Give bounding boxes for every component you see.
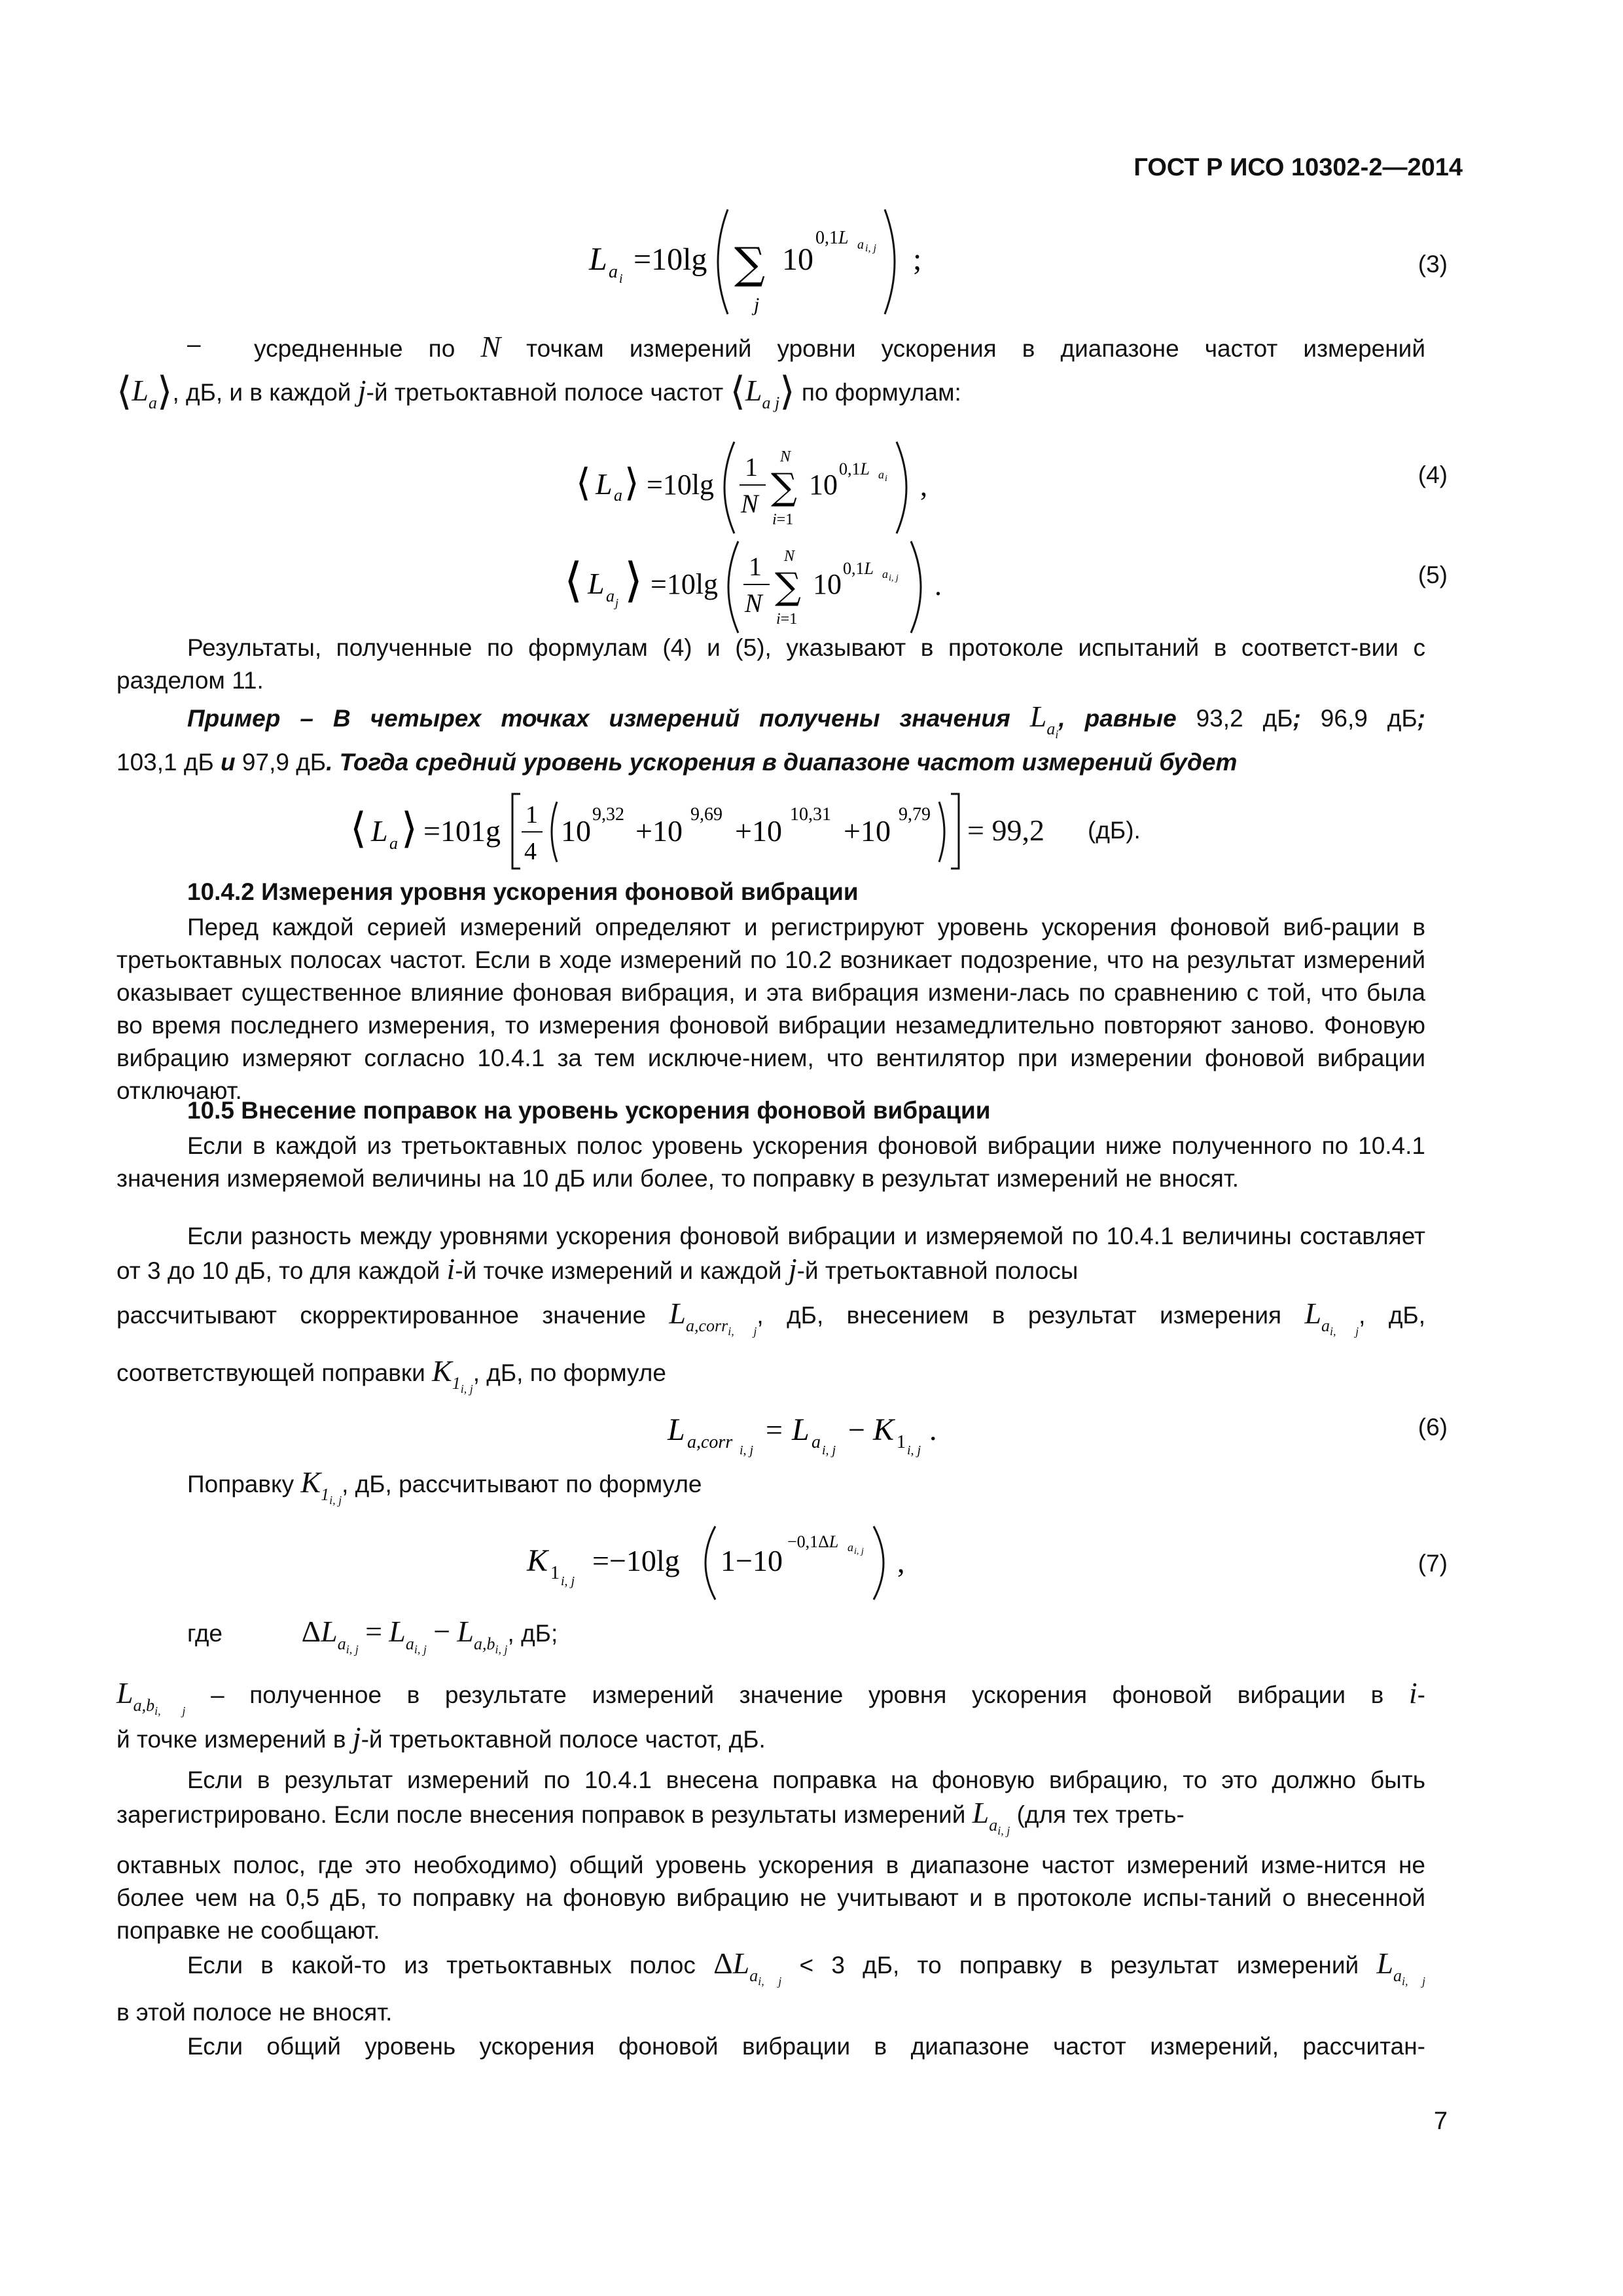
dash-text-1: усредненные по — [254, 335, 455, 362]
example-sep-2: ; — [1417, 705, 1425, 732]
equation-3-number: (3) — [1418, 251, 1448, 278]
svg-text:.: . — [929, 1413, 937, 1446]
svg-text:∑: ∑ — [775, 565, 801, 608]
list-dash: – — [187, 331, 201, 357]
math-L-lt3: L — [732, 1946, 750, 1980]
p105c-text-2: , дБ, внесением в результат измерения — [757, 1302, 1282, 1329]
svg-text:a: a — [609, 262, 618, 282]
math-sub-aij-2: ai, j — [989, 1816, 1010, 1838]
example-value-3: 103,1 дБ — [116, 749, 214, 776]
svg-text:L: L — [668, 1412, 685, 1447]
svg-text:10: 10 — [782, 242, 813, 277]
svg-text:N: N — [780, 448, 791, 465]
svg-text:i: i — [885, 474, 887, 484]
math-delta-2: Δ — [713, 1946, 733, 1980]
paragraph-correction — [116, 1466, 1425, 1516]
svg-text:i: i — [619, 272, 623, 286]
where-unit: , дБ; — [507, 1620, 558, 1647]
svg-text:;: ; — [913, 242, 922, 277]
svg-text:i, j: i, j — [561, 1574, 575, 1588]
angle-right: ⟩ — [157, 370, 173, 413]
example-text-1: Пример – В четырех точках измерений получены значения — [187, 705, 1010, 732]
paragraph-10-5-c — [116, 1297, 1425, 1348]
svg-text:i, j: i, j — [854, 1547, 864, 1556]
lab-text-3: й точке измерений в — [116, 1726, 346, 1753]
math-sub-ab: a,bi, j — [133, 1696, 186, 1718]
example-sep-1: ; — [1293, 705, 1301, 732]
equation-3 — [582, 196, 949, 331]
dash-text-3: , дБ, и в каждой — [172, 379, 351, 406]
svg-text:+10: +10 — [735, 814, 782, 848]
math-L-lt3-2: L — [1376, 1946, 1394, 1980]
svg-text:a,corr: a,corr — [687, 1432, 733, 1452]
p105d-text-1: соответствующей поправки — [116, 1359, 425, 1386]
math-N: N — [480, 330, 501, 363]
svg-text:K: K — [527, 1543, 548, 1578]
svg-text:j: j — [754, 294, 760, 315]
math-minus: − — [433, 1615, 451, 1648]
paragraph-10-5-d — [116, 1355, 1425, 1405]
equation-4 — [576, 435, 942, 543]
svg-text:10: 10 — [813, 568, 842, 600]
svg-text:0,1L: 0,1L — [815, 228, 849, 248]
section-heading-10-5: 10.5 Внесение поправок на уровень ускорения фоновой вибрации — [187, 1097, 991, 1124]
svg-text:i, j: i, j — [889, 573, 899, 583]
dash-item-line1 — [254, 331, 1425, 365]
angle-left: ⟨ — [116, 370, 132, 413]
svg-text:⟩: ⟩ — [624, 552, 643, 607]
svg-text:.: . — [935, 569, 942, 601]
paragraph-registration — [116, 1764, 1425, 1847]
page-number: 7 — [1433, 2108, 1448, 2135]
example-equation-unit: (дБ). — [1088, 817, 1141, 844]
math-sub-K1: 1i, j — [452, 1374, 473, 1396]
svg-text:⟨: ⟨ — [576, 460, 591, 505]
svg-text:10,31: 10,31 — [790, 804, 831, 825]
svg-text:10: 10 — [809, 469, 838, 501]
p105c-text-3: , дБ, — [1359, 1302, 1425, 1329]
math-i: i — [446, 1252, 455, 1285]
svg-text:i=1: i=1 — [772, 511, 794, 528]
example-and: и — [221, 749, 236, 776]
math-i-2: i — [1408, 1676, 1418, 1710]
svg-text:1: 1 — [526, 801, 538, 829]
results-paragraph: Результаты, полученные по формулам (4) и (5), указывают в протоколе испытаний в соответст-вии с разделом 11. — [116, 634, 1425, 694]
dash-text-4: -й третьоктавной полосе частот — [366, 379, 724, 406]
math-Lab: L — [116, 1676, 134, 1710]
math-L-where-3: L — [457, 1615, 474, 1648]
paragraph-lt3-cont: в этой полосе не вносят. — [116, 1999, 393, 2026]
svg-text:=−10lg: =−10lg — [592, 1544, 680, 1577]
svg-text:i=1: i=1 — [776, 611, 798, 628]
svg-text:a: a — [389, 834, 398, 853]
svg-text:1: 1 — [897, 1432, 906, 1452]
equation-6-number: (6) — [1418, 1414, 1448, 1441]
math-delta-L: Δ — [301, 1615, 321, 1648]
example-text-2: , равные — [1058, 705, 1177, 732]
example-equation-graphic — [350, 789, 1214, 874]
svg-text:i, j: i, j — [907, 1443, 921, 1458]
svg-text:⟨: ⟨ — [564, 552, 583, 607]
svg-text:+10: +10 — [635, 814, 683, 848]
dash-item-line2 — [116, 370, 1425, 420]
math-sub-aij: ai, j — [1321, 1316, 1359, 1338]
svg-text:a: a — [882, 567, 888, 581]
math-sub-where: ai, j — [337, 1634, 359, 1657]
svg-text:∑: ∑ — [771, 466, 797, 509]
equation-7 — [520, 1517, 952, 1605]
math-Laij-2: L — [972, 1796, 990, 1829]
angle-right-2: ⟩ — [779, 370, 795, 413]
lab-text-4: -й третьоктавной полосе частот, дБ. — [361, 1726, 766, 1753]
pcorr-text-1: Поправку — [187, 1471, 294, 1498]
preg-text-1: Если в результат измерений по 10.4.1 внесена поправка на фоновую вибрацию, то это должно быть зарегистрировано. Если после внесения поправок в результаты измерений — [116, 1767, 1425, 1828]
svg-text:=10lg: =10lg — [651, 568, 719, 600]
svg-text:,: , — [920, 470, 927, 502]
svg-text:0,1L: 0,1L — [839, 459, 870, 478]
math-L-where-2: L — [389, 1615, 406, 1648]
math-j: j — [357, 374, 366, 407]
equation-6-graphic — [661, 1401, 1027, 1466]
svg-text:=10lg: =10lg — [633, 242, 707, 277]
svg-text:N: N — [745, 588, 762, 618]
math-j-3: j — [352, 1721, 361, 1754]
svg-text:i, j: i, j — [865, 243, 876, 254]
paragraph-registration-cont: октавных полос, где это необходимо) общий уровень ускорения в диапазоне частот измерений изме-нится не более чем на 0,5 дБ, то поправку на фоновую вибрацию не учитывают и в протоколе испы-таний о внесенной поправке не сообщают. — [116, 1852, 1425, 1944]
svg-text:=101g: =101g — [423, 814, 501, 848]
equation-7-number: (7) — [1418, 1550, 1448, 1577]
dash-text-5: по формулам: — [801, 379, 961, 406]
svg-text:10: 10 — [561, 814, 591, 848]
svg-text:−0,1ΔL: −0,1ΔL — [787, 1532, 839, 1551]
math-Laj: L — [745, 374, 762, 407]
example-value-1: 93,2 дБ — [1196, 705, 1293, 732]
example-value-2: 96,9 дБ — [1320, 705, 1418, 732]
equation-3-graphic — [582, 196, 949, 327]
svg-text:1: 1 — [749, 552, 762, 581]
svg-text:,: , — [897, 1545, 905, 1579]
paragraph-10-4-2: Перед каждой серией измерений определяют и регистрируют уровень ускорения фоновой виб-рации в третьоктавных полосах частот. Если в ходе измерений по 10.2 возникает подозрение, что на результат измерений оказывает существенное влияние фоновая вибрация, и эта вибрация измени-лась по сравнению с той, что была во время последнего измерения, то измерения фоновой вибрации незамедлительно повторяют заново. Фоновую вибрацию измеряют согласно 10.4.1 за тем исключе-нием, что вентилятор при измерении фоновой вибрации отключают. — [116, 914, 1425, 1104]
math-Lai: L — [1029, 700, 1047, 733]
p105c-text-1: рассчитывают скорректированное значение — [116, 1302, 647, 1329]
svg-text:N: N — [784, 548, 795, 565]
svg-text:i, j: i, j — [822, 1443, 836, 1458]
math-K1-2: K — [300, 1465, 321, 1499]
svg-text:9,32: 9,32 — [592, 804, 624, 825]
math-sub-aj: a j — [762, 393, 780, 412]
document-header: ГОСТ Р ИСО 10302-2—2014 — [1133, 154, 1463, 181]
svg-text:a: a — [812, 1432, 821, 1452]
svg-text:9,79: 9,79 — [899, 804, 931, 825]
plt3-text-2: < 3 дБ, то поправку в результат измерений — [799, 1952, 1359, 1979]
svg-text:⟩: ⟩ — [401, 804, 418, 853]
p105b-text-2: -й точке измерений и каждой — [455, 1257, 782, 1284]
svg-text:4: 4 — [524, 838, 537, 865]
svg-text:∑: ∑ — [734, 238, 766, 289]
svg-text:L: L — [589, 240, 607, 277]
equation-7-graphic — [520, 1517, 952, 1602]
svg-text:=10lg: =10lg — [647, 469, 715, 501]
svg-text:a: a — [847, 1541, 853, 1554]
math-La: L — [132, 374, 149, 407]
math-equals: = — [365, 1615, 383, 1648]
equation-5 — [564, 533, 957, 641]
equation-4-graphic — [576, 435, 942, 540]
paragraph-lt3 — [116, 1947, 1425, 1998]
section-heading-10-4-2: 10.4.2 Измерения уровня ускорения фоновой вибрации — [187, 878, 859, 905]
lab-text-1: – полученное в результате измерений значение уровня ускорения фоновой вибрации в — [211, 1681, 1384, 1708]
svg-text:L: L — [596, 467, 613, 501]
svg-text:a: a — [606, 586, 615, 605]
angle-left-2: ⟨ — [730, 370, 745, 413]
equation-6 — [661, 1401, 1027, 1469]
svg-text:1: 1 — [550, 1563, 560, 1583]
svg-text:L: L — [371, 814, 388, 848]
example-text-3: . Тогда средний уровень ускорения в диапазоне частот измерений будет — [326, 749, 1238, 776]
svg-text:0,1L: 0,1L — [843, 559, 874, 578]
svg-text:N: N — [741, 489, 758, 518]
svg-text:1: 1 — [745, 452, 758, 482]
svg-text:⟩: ⟩ — [624, 460, 639, 505]
svg-text:a: a — [857, 238, 864, 252]
where-line — [187, 1615, 842, 1666]
math-sub-K1-2: 1i, j — [321, 1485, 342, 1507]
svg-text:j: j — [615, 596, 619, 609]
pcorr-text-2: , дБ, рассчитывают по формуле — [342, 1471, 702, 1498]
math-j-2: j — [788, 1252, 797, 1285]
math-sub-lt3-2: ai, j — [1393, 1966, 1426, 1988]
svg-text:L: L — [588, 567, 605, 600]
paragraph-last: Если общий уровень ускорения фоновой вибрации в диапазоне частот измерений, рассчитан- — [187, 2033, 1425, 2060]
equation-4-number: (4) — [1418, 461, 1448, 488]
p105d-text-2: , дБ, по формуле — [473, 1359, 666, 1386]
math-sub-where-2: ai, j — [405, 1634, 427, 1657]
math-Laij: L — [1304, 1297, 1322, 1330]
math-Lacorr: L — [669, 1297, 687, 1330]
example-value-4: 97,9 дБ — [241, 749, 327, 776]
math-sub-a: a — [149, 393, 158, 412]
math-K1: K — [432, 1354, 452, 1388]
svg-text:−: − — [848, 1413, 865, 1446]
math-sub-where-3: a,bi, j — [474, 1634, 508, 1657]
equation-5-graphic — [564, 533, 957, 638]
lab-text-2: - — [1417, 1681, 1425, 1708]
dash-text-2: точкам измерений уровни ускорения в диапазоне частот измерений — [526, 335, 1425, 362]
svg-text:a: a — [614, 486, 622, 505]
svg-text:L: L — [792, 1412, 810, 1447]
lab-description-line2 — [116, 1721, 1425, 1756]
svg-text:i, j: i, j — [740, 1443, 754, 1458]
math-sub-acorr: a,corri, j — [686, 1316, 757, 1338]
svg-text:⟨: ⟨ — [350, 804, 366, 853]
paragraph-10-5-a: Если в каждой из третьоктавных полос уровень ускорения фоновой вибрации ниже полученного по 10.4.1 значения измеряемой величины на 10 дБ или более, то поправку в результат измерений не вносят. — [116, 1132, 1425, 1192]
where-label: где — [187, 1620, 223, 1647]
preg-text-2: (для тех треть- — [1016, 1801, 1185, 1828]
example-equation — [350, 789, 1214, 877]
math-L-where: L — [321, 1615, 338, 1648]
p105b-text-3: -й третьоктавной полосы — [796, 1257, 1079, 1284]
svg-text:K: K — [873, 1412, 895, 1447]
svg-text:+10: +10 — [844, 814, 891, 848]
math-sub-ai: ai — [1046, 719, 1059, 742]
equation-5-number: (5) — [1418, 562, 1448, 588]
paragraph-10-5-b — [116, 1220, 1425, 1287]
math-sub-lt3: ai, j — [749, 1966, 782, 1988]
example-line-2 — [116, 746, 1425, 779]
svg-text:9,69: 9,69 — [690, 804, 722, 825]
lab-description-line1 — [116, 1677, 1425, 1727]
svg-text:a: a — [878, 468, 884, 481]
svg-text:1−10: 1−10 — [721, 1544, 783, 1577]
example-line-1 — [116, 700, 1425, 751]
plt3-text-1: Если в какой-то из третьоктавных полос — [187, 1952, 696, 1979]
svg-text:=: = — [766, 1413, 783, 1446]
p105b-text-1: Если разность между уровнями ускорения фоновой вибрации и измеряемой по 10.4.1 величины составляет от 3 до 10 дБ, то для каждой — [116, 1223, 1425, 1284]
example-equation-result: = 99,2 — [967, 814, 1044, 847]
